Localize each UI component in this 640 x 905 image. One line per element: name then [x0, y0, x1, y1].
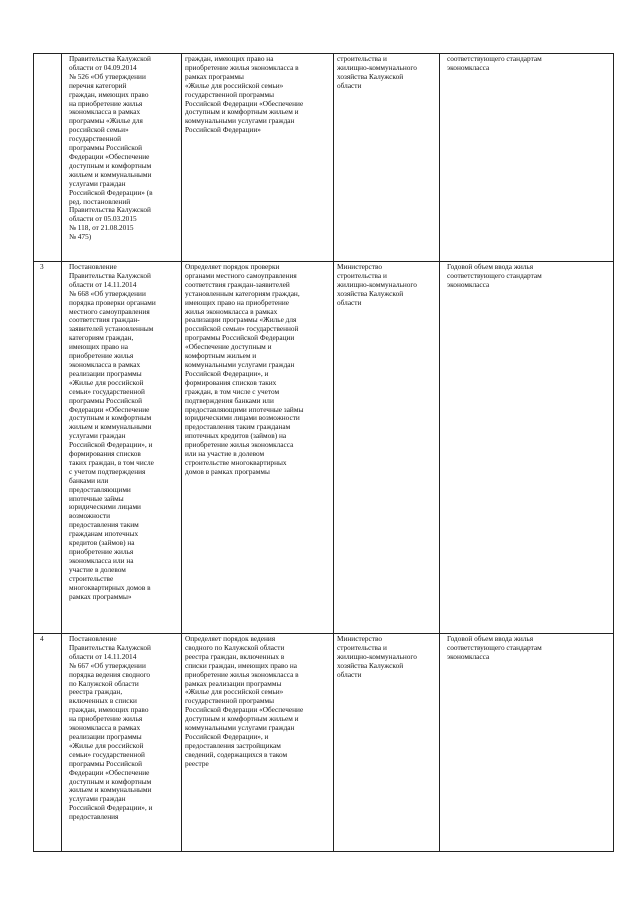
document-text: Постановление Правительства Калужской области от 14.11.2014 № 668 «Об утверждении порядка проверки органами местного самоуправления соответствия граждан- заявителей установленным категориям граждан, имеющих право на приобретение жилья экономкласса в рамках реализации программы «Жилье для российской семьи» государственной программы Российской Федерации «Обеспечение доступным и комфортным жильем и коммунальными услугами граждан Российской Федерации», и формирования списков таких граждан, в том числе с учетом подтверждения банками или предоставляющими ипотечные займы юридическими лицами возможности предоставления таким гражданам ипотечных кредитов (займов) на приобретение жилья экономкласса или на участие в долевом строительстве многоквартирных домов в рамках программы» — [69, 262, 156, 601]
indicator-cell — [440, 262, 614, 634]
content-cell — [182, 634, 334, 852]
executor-cell — [334, 262, 440, 634]
document-text: Правительства Калужской области от 04.09.2014 № 526 «Об утверждении перечня категорий граждан, имеющих право на приобретение жилья экономкласса в рамках программы «Жилье для российской семьи» государственной программы Российской Федерации «Обеспечение доступным и комфортным жильем и коммунальными услугами граждан Российской Федерации» (в ред. постановлений Правительства Калужской области от 05.03.2015 № 118, от 21.08.2015 № 475) — [69, 54, 153, 242]
document-text: Постановление Правительства Калужской области от 14.11.2014 № 667 «Об утверждении порядка ведения сводного по Калужской области реестра граждан, включенных в списки граждан, имеющих право на приобретение жилья экономкласса в рамках реализации программы «Жилье для российской семьи» государственной программы Российской Федерации «Обеспечение доступным и комфортным жильем и коммунальными услугами граждан Российской Федерации», и предоставления — [69, 634, 153, 822]
document-table — [33, 53, 614, 852]
row-number: 3 — [40, 262, 44, 271]
row-number: 4 — [40, 634, 44, 643]
table-row — [34, 634, 614, 852]
content-text: Определяет порядок проверки органами местного самоуправления соответствия граждан-заявителей установленным категориям граждан, имеющих право на приобретение жилья экономкласса в рамках реализации программы «Жилье для российской семьи» государственной программы Российской Федерации «Обеспечение доступным и комфортным жильем и коммунальными услугами граждан Российской Федерации», и формирования списков таких граждан, в том числе с учетом подтверждения банками или предоставляющими ипотечные займы юридическими лицами возможности предоставления таким гражданам ипотечных кредитов (займов) на приобретение жилья экономкласса или на участие в долевом строительстве многоквартирных домов в рамках программы — [185, 262, 304, 476]
content-text: Определяет порядок ведения сводного по Калужской области реестра граждан, включенных в списки граждан, имеющих право на приобретение жилья экономкласса в рамках реализации программы «Жилье для российской семьи» государственной программы Российской Федерации «Обеспечение доступным и комфортным жильем и коммунальными услугами граждан Российской Федерации», и предоставления застройщикам сведений, содержащихся в таком реестре — [185, 634, 304, 768]
indicator-cell — [440, 54, 614, 262]
indicator-cell — [440, 634, 614, 852]
executor-cell — [334, 54, 440, 262]
document-cell — [62, 262, 182, 634]
document-cell — [62, 54, 182, 262]
content-cell — [182, 54, 334, 262]
document-cell — [62, 634, 182, 852]
content-cell — [182, 262, 334, 634]
content-text: граждан, имеющих право на приобретение жилья экономкласса в рамках программы «Жилье для российской семьи» государственной программы Российской Федерации «Обеспечение доступным и комфортным жильем и коммунальными услугами граждан Российской Федерации» — [185, 54, 304, 135]
executor-text: Министерство строительства и жилищно-коммунального хозяйства Калужской области — [337, 262, 417, 307]
row-number-cell — [34, 262, 62, 634]
indicator-text: соответствующего стандартам экономкласса — [447, 54, 542, 72]
row-number-cell — [34, 54, 62, 262]
indicator-text: Годовой объем ввода жилья соответствующего стандартам экономкласса — [447, 634, 542, 661]
indicator-text: Годовой объем ввода жилья соответствующего стандартам экономкласса — [447, 262, 542, 289]
table-row — [34, 54, 614, 262]
table-row — [34, 262, 614, 634]
executor-text: Министерство строительства и жилищно-коммунального хозяйства Калужской области — [337, 634, 417, 679]
row-number-cell — [34, 634, 62, 852]
executor-cell — [334, 634, 440, 852]
executor-text: строительства и жилищно-коммунального хозяйства Калужской области — [337, 54, 417, 90]
